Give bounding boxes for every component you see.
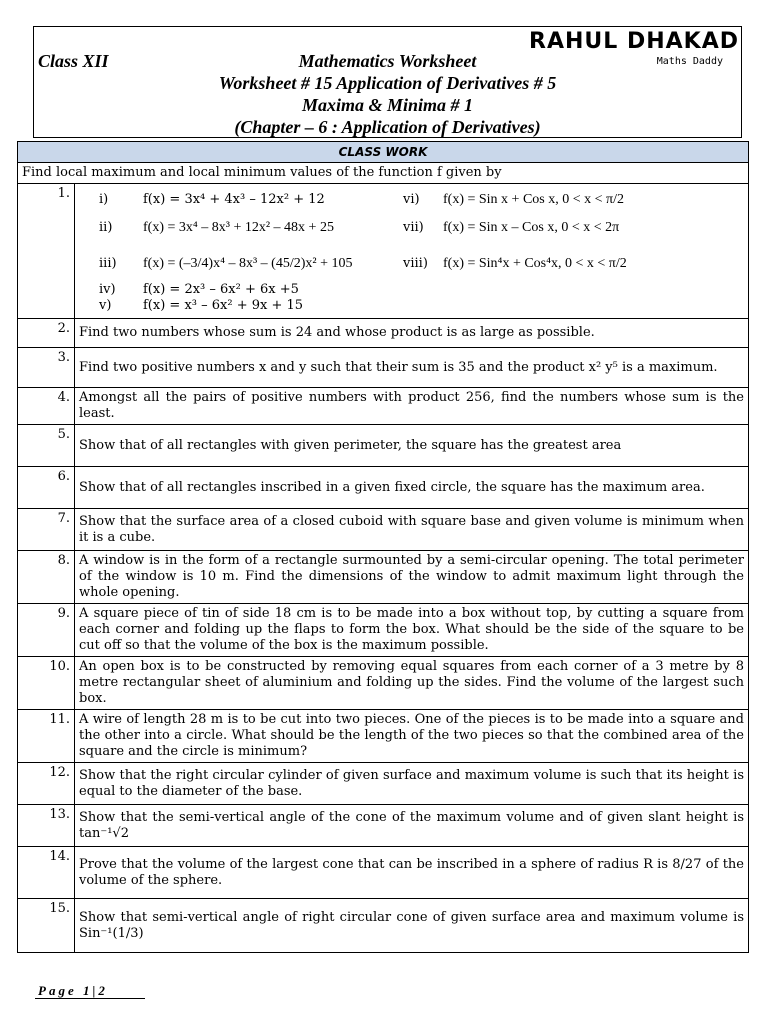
class-label: Class XII	[38, 51, 109, 71]
question-number: 1.	[18, 184, 75, 319]
function-expression: f(x) = 2x³ – 6x² + 6x +5	[143, 282, 299, 297]
question-row	[18, 388, 749, 425]
worksheet-title: Mathematics Worksheet	[298, 51, 477, 71]
question-row	[18, 847, 749, 899]
function-label: iv)	[99, 282, 116, 297]
question-text: Show that the surface area of a closed cuboid with square base and given volume is minimum when it is a cube.	[75, 509, 749, 551]
question-number: 14.	[18, 847, 75, 899]
question-number: 13.	[18, 805, 75, 847]
question-row	[18, 319, 749, 348]
question-row	[18, 348, 749, 388]
function-expression: f(x) = x³ – 6x² + 9x + 15	[143, 298, 304, 313]
question-row	[18, 710, 749, 763]
question-number: 3.	[18, 348, 75, 388]
question-row	[18, 805, 749, 847]
function-expression: f(x) = Sin⁴x + Cos⁴x, 0 < x < π/2	[443, 256, 627, 271]
function-label: iii)	[99, 256, 117, 271]
function-expression: f(x) = Sin x + Cos x, 0 < x < π/2	[443, 192, 624, 207]
section-title-row	[18, 142, 749, 163]
question-row	[18, 657, 749, 710]
questions-table	[17, 141, 749, 953]
question-row	[18, 184, 749, 319]
question-number: 12.	[18, 763, 75, 805]
question-number: 8.	[18, 551, 75, 604]
function-expression: f(x) = 3x⁴ + 4x³ – 12x² + 12	[143, 192, 325, 207]
function-label: ii)	[99, 220, 113, 235]
page-number: Page 1|2	[38, 983, 108, 998]
question-text: Find two positive numbers x and y such that their sum is 35 and the product x² y⁵ is a maximum.	[75, 348, 749, 388]
question-text: Show that of all rectangles inscribed in a given fixed circle, the square has the maximum area.	[75, 467, 749, 509]
question-text: A wire of length 28 m is to be cut into two pieces. One of the pieces is to be made into a square and the other into a circle. What should be the length of the two pieces so that the combined area of the square and the circle is minimum?	[75, 710, 749, 763]
function-label: vii)	[403, 220, 424, 235]
author-tagline: Maths Daddy	[656, 56, 723, 67]
question-number: 5.	[18, 425, 75, 467]
author-name: RAHUL DHAKAD	[529, 29, 739, 54]
question-text: Amongst all the pairs of positive numbers with product 256, find the numbers whose sum is the least.	[75, 388, 749, 425]
worksheet-number: Worksheet # 15 Application of Derivatives # 5	[218, 73, 557, 93]
function-label: v)	[99, 298, 112, 313]
function-list	[75, 184, 749, 319]
author-brand	[529, 29, 739, 67]
function-expression: f(x) = (–3/4)x⁴ – 8x³ – (45/2)x² + 105	[143, 256, 353, 271]
question-number: 9.	[18, 604, 75, 657]
question-number: 2.	[18, 319, 75, 348]
intro-row	[18, 163, 749, 184]
question-number: 6.	[18, 467, 75, 509]
question-row	[18, 467, 749, 509]
worksheet-header	[33, 26, 742, 138]
question-text: A window is in the form of a rectangle surmounted by a semi-circular opening. The total perimeter of the window is 10 m. Find the dimensions of the window to admit maximum light through the whole opening.	[75, 551, 749, 604]
question-number: 4.	[18, 388, 75, 425]
question-text: Show that the right circular cylinder of given surface and maximum volume is such that its height is equal to the diameter of the base.	[75, 763, 749, 805]
question-number: 7.	[18, 509, 75, 551]
function-expression: f(x) = 3x⁴ – 8x³ + 12x² – 48x + 25	[143, 220, 334, 235]
question-row	[18, 604, 749, 657]
worksheet-topic: Maxima & Minima # 1	[301, 95, 474, 115]
function-label: i)	[99, 192, 109, 207]
question-number: 15.	[18, 899, 75, 953]
intro-text: Find local maximum and local minimum values of the function f given by	[18, 163, 749, 184]
question-row	[18, 509, 749, 551]
section-title: CLASS WORK	[18, 142, 749, 163]
question-number: 11.	[18, 710, 75, 763]
function-label: viii)	[403, 256, 428, 271]
question-text: Prove that the volume of the largest cone that can be inscribed in a sphere of radius R is 8/27 of the volume of the sphere.	[75, 847, 749, 899]
question-text: Show that the semi-vertical angle of the cone of the maximum volume and of given slant height is tan⁻¹√2	[75, 805, 749, 847]
question-text: Find two numbers whose sum is 24 and whose product is as large as possible.	[75, 319, 749, 348]
chapter-title: (Chapter – 6 : Application of Derivatives)	[234, 117, 541, 137]
question-number: 10.	[18, 657, 75, 710]
footer-rule	[35, 998, 145, 999]
question-row	[18, 551, 749, 604]
question-text: An open box is to be constructed by removing equal squares from each corner of a 3 metre by 8 metre rectangular sheet of aluminium and folding up the sides. Find the volume of the largest such box.	[75, 657, 749, 710]
question-text: Show that semi-vertical angle of right circular cone of given surface area and maximum volume is Sin⁻¹(1/3)	[75, 899, 749, 953]
function-label: vi)	[403, 192, 420, 207]
question-text: A square piece of tin of side 18 cm is to be made into a box without top, by cutting a square from each corner and folding up the flaps to form the box. What should be the side of the square to be cut off so that the volume of the box is the maximum possible.	[75, 604, 749, 657]
question-row	[18, 425, 749, 467]
function-expression: f(x) = Sin x – Cos x, 0 < x < 2π	[443, 220, 620, 235]
question-text: Show that of all rectangles with given perimeter, the square has the greatest area	[75, 425, 749, 467]
question-row	[18, 899, 749, 953]
question-row	[18, 763, 749, 805]
